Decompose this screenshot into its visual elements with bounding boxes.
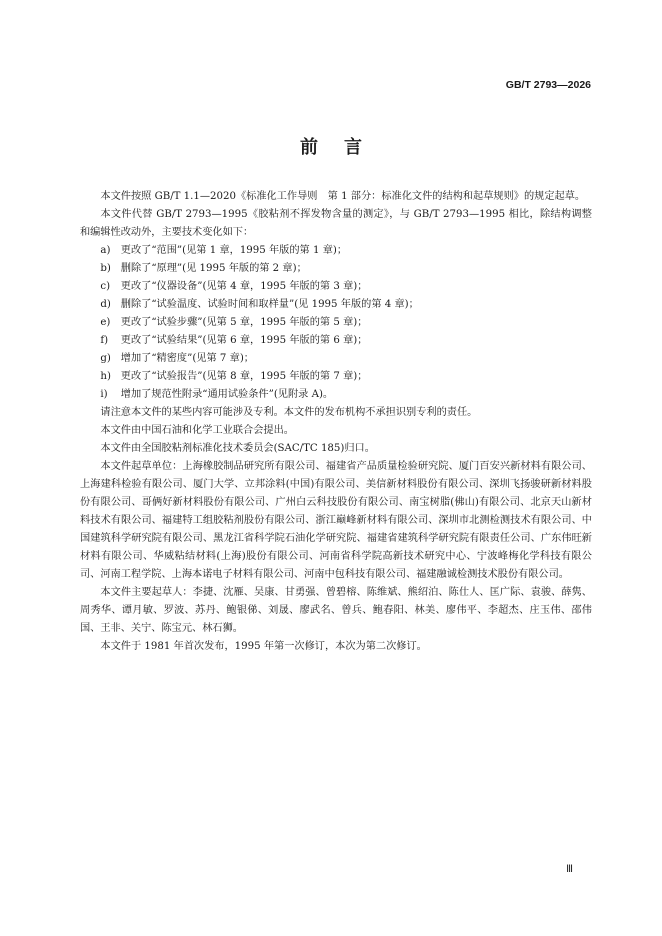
list-item (80, 278, 592, 296)
list-item-text: 删除了“试验温度、试验时间和取样量”(见 1995 年版的第 4 章)； (120, 299, 419, 310)
standard-number: GB/T 2793—2026 (505, 79, 591, 91)
list-item (80, 314, 592, 332)
list-item-marker: b) (100, 263, 111, 274)
paragraph-history: 本文件于 1981 年首次发布，1995 年第一次修订，本次为第二次修订。 (100, 641, 427, 652)
list-item-text: 更改了“试验步骤”(见第 5 章，1995 年版的第 5 章)； (120, 317, 368, 328)
list-item-marker: e) (100, 317, 111, 328)
paragraph-committee: 本文件由全国胶粘剂标准化技术委员会(SAC/TC 185)归口。 (100, 443, 375, 454)
list-item-marker: c) (100, 281, 111, 292)
list-item (80, 368, 592, 386)
list-item (80, 260, 592, 278)
paragraph-drafters: 本文件主要起草人：李捷、沈雁、吴康、甘勇强、曾碧榕、陈维斌、熊绍泊、陈仕人、匡广际、袁骏、薛隽、周秀华、谭月敏、罗波、苏丹、鲍银俤、刘晟、廖武名、曾兵、鲍春阳、林美、廖伟平、李超杰、庄玉伟、邵伟国、王非、关宁、陈宝元、林石狮。 (80, 587, 592, 634)
paragraph-replacement: 本文件代替 GB/T 2793—1995《胶粘剂不挥发物含量的测定》，与 GB/T 2793—1995 相比，除结构调整和编辑性改动外，主要技术变化如下： (80, 209, 592, 238)
list-item-marker: f) (100, 335, 109, 346)
list-item-marker: g) (100, 353, 111, 364)
list-item (80, 350, 592, 368)
list-item (80, 296, 592, 314)
list-item-text: 更改了“仪器设备”(见第 4 章，1995 年版的第 3 章)； (120, 281, 368, 292)
foreword-body (80, 188, 592, 656)
list-item-text: 增加了规范性附录“通用试验条件”(见附录 A)。 (120, 389, 334, 400)
list-item-text: 更改了“试验报告”(见第 8 章，1995 年版的第 7 章)； (120, 371, 368, 382)
list-item-text: 增加了“精密度”(见第 7 章)； (120, 353, 254, 364)
list-item-marker: d) (100, 299, 111, 310)
page-title: 前言 (300, 137, 388, 158)
paragraph-proposer: 本文件由中国石油和化学工业联合会提出。 (100, 425, 294, 436)
list-item-marker: i) (100, 389, 108, 400)
paragraph-patent-notice: 请注意本文件的某些内容可能涉及专利。本文件的发布机构不承担识别专利的责任。 (100, 407, 478, 418)
list-item (80, 332, 592, 350)
technical-changes-list (80, 242, 592, 404)
list-item-marker: h) (100, 371, 111, 382)
list-item-text: 更改了“试验结果”(见第 6 章，1995 年版的第 6 章)； (120, 335, 368, 346)
paragraph-drafting-basis: 本文件按照 GB/T 1.1—2020《标准化工作导则 第 1 部分：标准化文件的结构和起草规则》的规定起草。 (100, 191, 586, 202)
page-number: Ⅲ (566, 864, 573, 875)
list-item-text: 更改了“范围”(见第 1 章，1995 年版的第 1 章)； (120, 245, 348, 256)
list-item (80, 386, 592, 404)
list-item-text: 删除了“原理”(见 1995 年版的第 2 章)； (120, 263, 307, 274)
list-item-marker: a) (100, 245, 111, 256)
paragraph-drafting-units: 本文件起草单位：上海橡胶制品研究所有限公司、福建省产品质量检验研究院、厦门百安兴新材料有限公司、上海建科检验有限公司、厦门大学、立邦涂料(中国)有限公司、美信新材料股份有限公司、深圳飞扬骏研新材料股份有限公司、哥俩好新材料股份有限公司、广州白云科技股份有限公司、南宝树脂(佛山)有限公司、北京天山新材料技术有限公司、福建特工组胶粘剂股份有限公司、浙江巅峰新材料有限公司、深圳市北测检测技术有限公司、中国建筑科学研究院有限公司、黑龙江省科学院石油化学研究院、福建省建筑科学研究院有限责任公司、广东伟旺新材料有限公司、华威粘结材料(上海)股份有限公司、河南省科学院高新技术研究中心、宁波峰梅化学科技有限公司、河南工程学院、上海本诺电子材料有限公司、河南中包科技有限公司、福建融诚检测技术股份有限公司。 (80, 461, 592, 580)
list-item (80, 242, 592, 260)
